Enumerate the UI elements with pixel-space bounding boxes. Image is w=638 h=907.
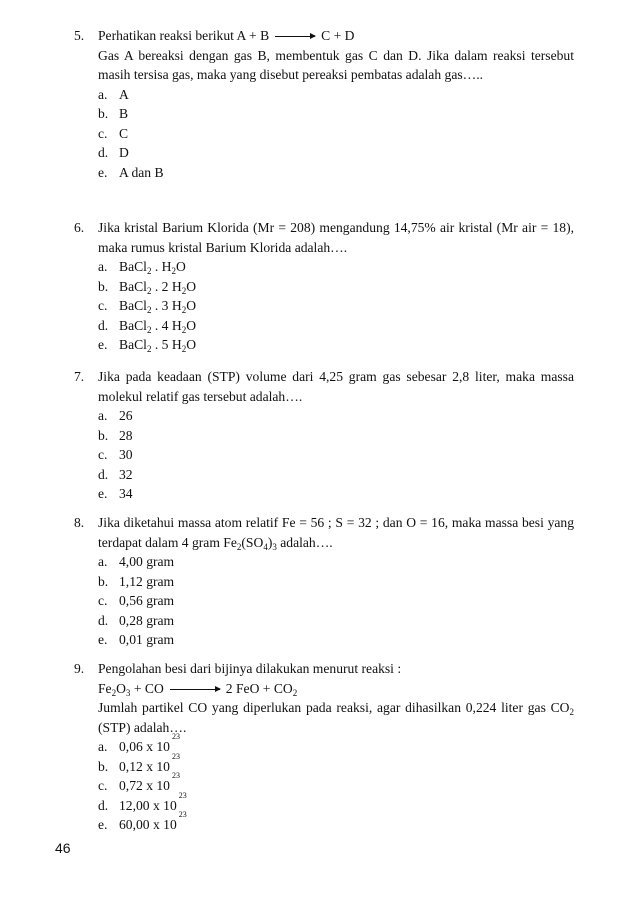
- reaction-arrow-icon: [275, 36, 315, 37]
- question-stem: Jika pada keadaan (STP) volume dari 4,25 gram gas sebesar 2,8 liter, maka massa molekul relatif gas tersebut adalah….: [98, 369, 574, 404]
- question-number: 9.: [74, 661, 85, 676]
- question-stem: Perhatikan reaksi berikut A + B C + D: [98, 28, 355, 43]
- formula: BaCl$_2$ . 3 $H_2O$: [119, 298, 197, 315]
- option: d. D: [98, 145, 129, 160]
- option: d. 0,28 gram: [98, 612, 175, 628]
- option: c. C: [98, 125, 129, 141]
- option: a. BaCl$_2$ . $H_2O$: [98, 259, 186, 276]
- question-8: [74, 513, 574, 650]
- option: b. B: [98, 106, 129, 121]
- option: e. 60,00 x 10 23: [98, 810, 187, 832]
- option: e. A dan B: [98, 164, 164, 180]
- option: b. 1,12 gram: [98, 573, 175, 589]
- option: d. BaCl$_2$ . 4 $H_2O$: [98, 317, 197, 335]
- formula: BaCl$_2$ . 2 $H_2O$: [119, 278, 197, 296]
- question-7: [74, 367, 574, 504]
- question-stem: Jika diketahui massa atom relatif Fe = 56 ; S = 32 ; dan O = 16, maka massa besi yang terdapat dalam 4 gram $Fe_2(SO_4)_3$ adalah….: [98, 515, 574, 552]
- formula: BaCl$_2$ . 5 $H_2O$: [119, 337, 197, 354]
- option: e. BaCl$_2$ . 5 $H_2O$: [98, 337, 197, 354]
- question-6: [74, 218, 574, 355]
- formula: BaCl$_2$ . 4 $H_2O$: [119, 317, 197, 335]
- option: a. 0,06 x 10 23: [98, 732, 180, 754]
- formula: BaCl$_2$ . $H_2O$: [119, 259, 186, 276]
- question-text: Jumlah partikel CO yang diperlukan pada reaksi, agar dihasilkan 0,224 liter gas $CO_2$ (STP) adalah….: [98, 700, 574, 735]
- question-text: Gas A bereaksi dengan gas B, membentuk gas C dan D. Jika dalam reaksi tersebut masih tersisa gas, maka yang disebut pereaksi pembatas adalah gas…..: [98, 47, 574, 82]
- option: a. A: [98, 86, 129, 102]
- option: c. 0,56 gram: [98, 593, 175, 608]
- option: e. 34: [98, 486, 133, 501]
- option: b. 28: [98, 427, 133, 443]
- option: d. 32: [98, 466, 133, 482]
- option: c. 0,72 x 10 23: [98, 771, 180, 793]
- question-5: [74, 26, 574, 182]
- option: b. 0,12 x 10 23: [98, 751, 180, 774]
- page-number: 46: [55, 840, 71, 856]
- option: c. 30: [98, 447, 133, 462]
- reaction-arrow-icon: [170, 689, 220, 690]
- question-number: 8.: [74, 515, 85, 530]
- option: c. BaCl$_2$ . 3 $H_2O$: [98, 298, 197, 315]
- option: a. 26: [98, 408, 133, 423]
- question-number: 5.: [74, 28, 85, 43]
- question-number: 6.: [74, 220, 85, 235]
- question-number: 7.: [74, 369, 85, 384]
- reaction-equation: $Fe_2O_3$ + CO 2 FeO + $CO_2$: [98, 680, 298, 698]
- option: e. 0,01 gram: [98, 632, 175, 647]
- option: d. 12,00 x 10 23: [98, 790, 187, 813]
- option: b. BaCl$_2$ . 2 $H_2O$: [98, 278, 197, 296]
- question-9: [74, 659, 574, 835]
- option: a. 4,00 gram: [98, 554, 175, 569]
- question-stem: Pengolahan besi dari bijinya dilakukan menurut reaksi :: [98, 661, 402, 676]
- question-stem: Jika kristal Barium Klorida (Mr = 208) mengandung 14,75% air kristal (Mr air = 18), maka rumus kristal Barium Klorida adalah….: [98, 220, 574, 255]
